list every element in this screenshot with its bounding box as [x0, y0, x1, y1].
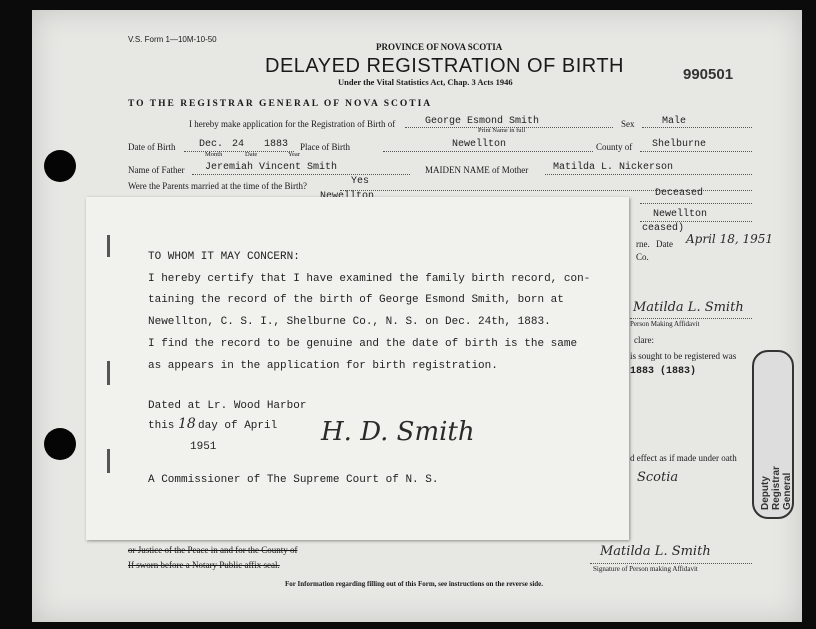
sex-value: Male: [662, 116, 687, 127]
right-fragment-4: Co.: [636, 252, 649, 262]
mother-label: MAIDEN NAME of Mother: [425, 165, 529, 175]
note-commissioner: A Commissioner of The Supreme Court of N. S.: [148, 474, 439, 486]
note-this-suffix: day of April: [198, 420, 278, 432]
present-father-value: Deceased: [655, 188, 704, 199]
scotia-text: Scotia: [637, 470, 679, 485]
year-text: 1883 (1883): [630, 366, 697, 377]
declare-text: clare:: [634, 335, 654, 345]
registration-number: 990501: [683, 66, 734, 83]
staple: [107, 449, 110, 473]
justice-peace-text: or Justice of the Peace in and for the County of: [128, 545, 298, 555]
dob-date: 24: [232, 139, 245, 150]
place-label: Place of Birth: [300, 142, 350, 152]
dob-label: Date of Birth: [128, 142, 176, 152]
county-value: Shelburne: [652, 139, 707, 150]
date-hint: Date: [245, 151, 258, 158]
binder-hole: [44, 428, 76, 460]
staple: [107, 361, 110, 385]
right-fragment-3b: Date: [656, 239, 673, 249]
addressee: TO THE REGISTRAR GENERAL OF NOVA SCOTIA: [128, 99, 433, 109]
bottom-signature-hint: Signature of Person making Affidavit: [593, 565, 698, 573]
stamp-text: Deputy Registrar General: [760, 466, 793, 510]
note-this-prefix: this: [148, 420, 175, 432]
effect-text: d effect as if made under oath: [630, 453, 737, 463]
mother-value: Matilda L. Nickerson: [553, 162, 674, 173]
binder-hole: [44, 150, 76, 182]
attached-certificate: [86, 197, 629, 540]
form-number-label: V.S. Form 1—10M-10-50: [128, 35, 217, 44]
married-label: Were the Parents married at the time of the Birth?: [128, 181, 307, 191]
note-line-4: I find the record to be genuine and the date of birth is the same: [148, 338, 578, 350]
note-line-3: Newellton, C. S. I., Shelburne Co., N. S. on Dec. 24th, 1883.: [148, 316, 551, 328]
affiant-hint: Person Making Affidavit: [630, 320, 700, 328]
father-label: Name of Father: [128, 165, 185, 175]
affiant-signature: Matilda L. Smith: [633, 300, 744, 315]
note-day: 18: [178, 416, 196, 432]
sex-label: Sex: [621, 119, 635, 129]
right-date-value: April 18, 1951: [686, 232, 774, 246]
footer-instructions: For Information regarding filling out of this Form, see instructions on the reverse side.: [285, 580, 544, 588]
note-year: 1951: [190, 441, 217, 453]
right-fragment-1: Newellton: [653, 209, 708, 220]
place-value: Newellton: [452, 139, 507, 150]
right-fragment-3a: rne.: [636, 239, 650, 249]
staple: [107, 235, 110, 257]
county-label: County of: [596, 142, 633, 152]
child-name-value: George Esmond Smith: [425, 116, 540, 127]
month-hint: Month: [205, 151, 223, 158]
note-line-1: I hereby certify that I have examined the family birth record, con-: [148, 273, 591, 285]
married-value: Yes: [351, 176, 370, 187]
dob-month: Dec.: [199, 139, 224, 150]
right-fragment-2: ceased): [642, 223, 685, 234]
registrar-stamp: [752, 350, 794, 519]
commissioner-signature: H. D. Smith: [321, 417, 475, 447]
notary-text: If sworn before a Notary Public affix seal.: [128, 560, 280, 570]
note-dated-line: Dated at Lr. Wood Harbor: [148, 400, 307, 412]
note-line-2: taining the record of the birth of George Esmond Smith, born at: [148, 294, 564, 306]
application-label: I hereby make application for the Registration of Birth of: [189, 119, 396, 129]
province-heading: PROVINCE OF NOVA SCOTIA: [376, 42, 503, 52]
note-salutation: TO WHOM IT MAY CONCERN:: [148, 251, 300, 263]
year-hint: Year: [288, 151, 300, 158]
document-subtitle: Under the Vital Statistics Act, Chap. 3 Acts 1946: [338, 77, 513, 87]
bottom-affiant-signature: Matilda L. Smith: [600, 544, 711, 559]
father-value: Jeremiah Vincent Smith: [205, 162, 338, 173]
document-title: DELAYED REGISTRATION OF BIRTH: [265, 55, 624, 77]
dob-year: 1883: [264, 139, 289, 150]
print-name-hint: Print Name in full: [478, 127, 526, 134]
sought-text: is sought to be registered was: [630, 351, 737, 361]
note-line-5: as appears in the application for birth registration.: [148, 360, 498, 372]
